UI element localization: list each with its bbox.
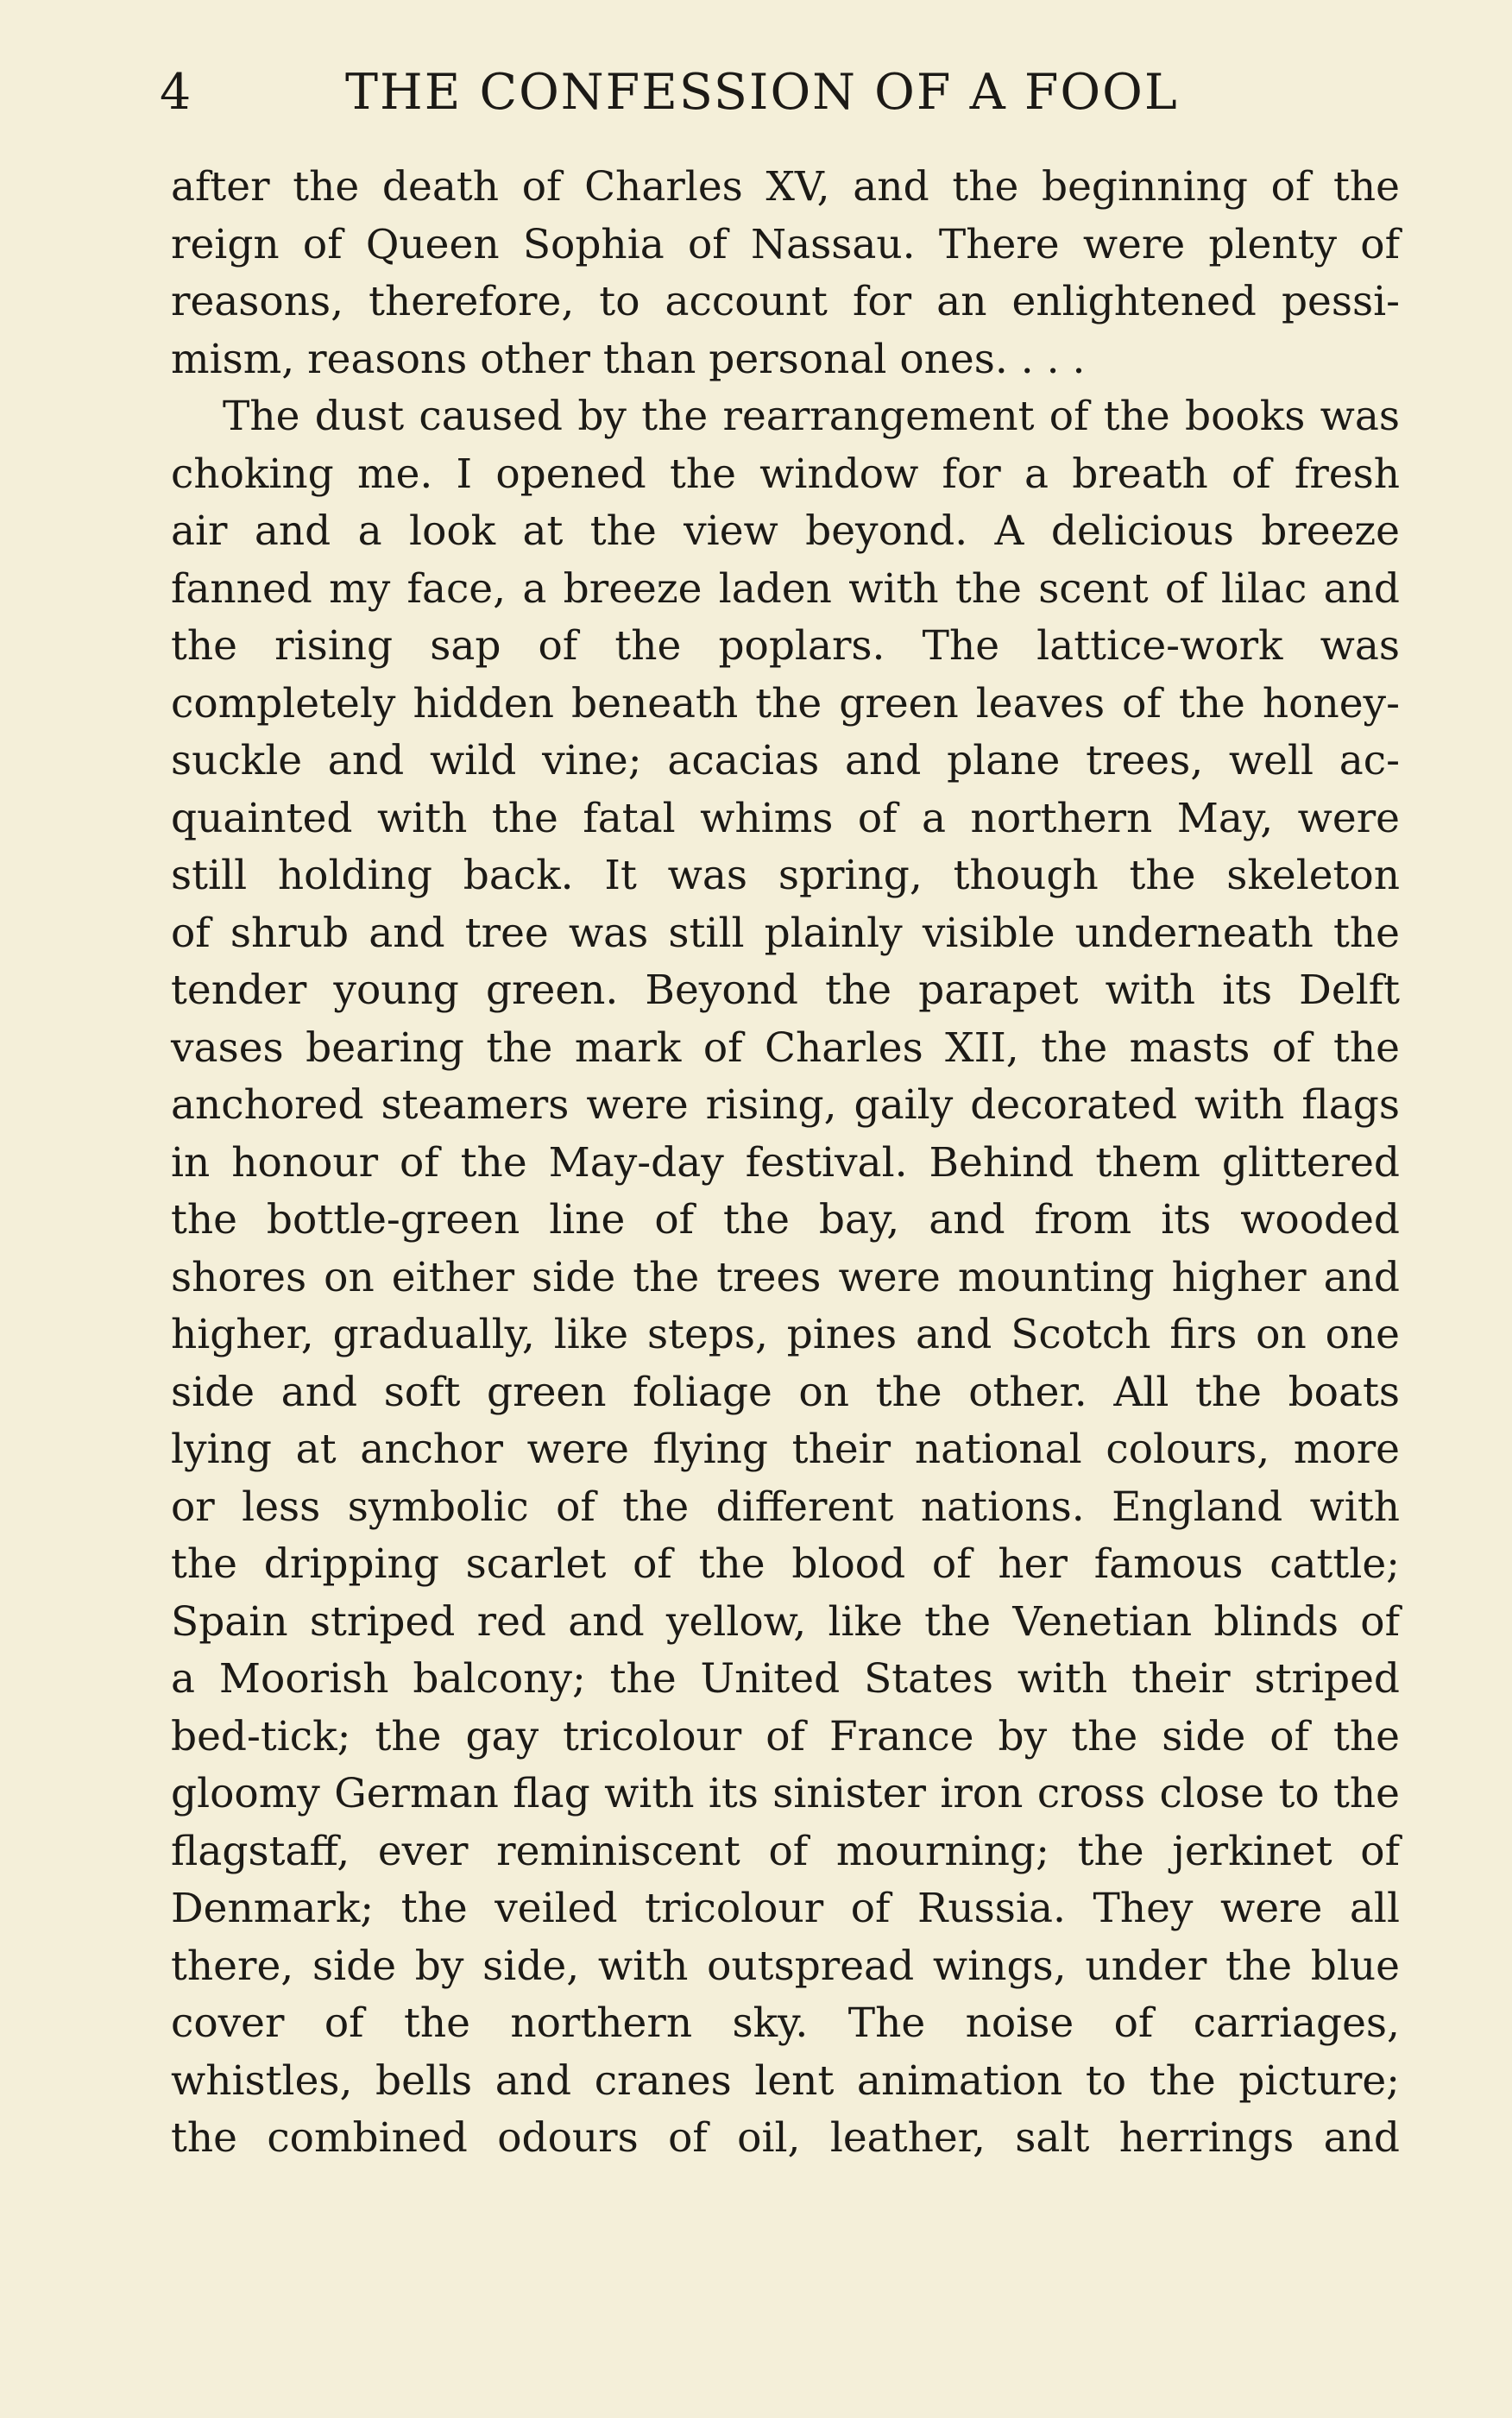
text-line: bed-tick; the gay tricolour of France by the side of the	[171, 1712, 1400, 1760]
text-line: anchored steamers were rising, gaily decorated with flags	[171, 1081, 1400, 1129]
text-line: Denmark; the veiled tricolour of Russia. They were all	[171, 1885, 1400, 1932]
text-line: side and soft green foliage on the other. All the boats	[171, 1368, 1400, 1416]
text-line: shores on either side the trees were mounting higher and	[171, 1253, 1400, 1301]
text-line: higher, gradually, like steps, pines and Scotch firs on one	[171, 1311, 1400, 1358]
running-head	[160, 62, 1402, 123]
running-title: THE CONFESSION OF A FOOL	[345, 64, 1179, 121]
text-line: the bottle-green line of the bay, and from its wooded	[171, 1196, 1400, 1244]
text-line: air and a look at the view beyond. A delicious breeze	[171, 507, 1400, 555]
text-line: or less symbolic of the different nations. England with	[171, 1483, 1400, 1531]
text-line: fanned my face, a breeze laden with the scent of lilac and	[171, 564, 1400, 613]
text-line: of shrub and tree was still plainly visible underneath the	[171, 909, 1400, 957]
text-line: there, side by side, with outspread wings, under the blue	[171, 1942, 1400, 1990]
body-text	[171, 159, 1400, 2168]
text-line: tender young green. Beyond the parapet with its Delft	[171, 967, 1400, 1014]
text-line: whistles, bells and cranes lent animation to the picture;	[171, 2056, 1400, 2105]
text-line: The dust caused by the rearrangement of the books was	[223, 393, 1400, 440]
text-line: lying at anchor were flying their national colours, more	[171, 1426, 1400, 1473]
text-line: choking me. I opened the window for a breath of fresh	[171, 450, 1400, 498]
text-line: after the death of Charles XV, and the beginning of the	[171, 163, 1400, 211]
text-line: reign of Queen Sophia of Nassau. There were plenty of	[171, 220, 1400, 268]
text-line: the combined odours of oil, leather, salt herrings and	[171, 2114, 1400, 2162]
text-line: still holding back. It was spring, though the skeleton	[171, 852, 1400, 899]
text-line: suckle and wild vine; acacias and plane trees, well ac-	[171, 737, 1400, 784]
text-line: vases bearing the mark of Charles XII, the masts of the	[171, 1023, 1400, 1072]
page-number: 4	[160, 64, 192, 121]
text-line: the dripping scarlet of the blood of her famous cattle;	[171, 1540, 1400, 1588]
text-line: gloomy German flag with its sinister iron cross close to the	[171, 1770, 1400, 1817]
text-line: mism, reasons other than personal ones. . . .	[171, 335, 1086, 383]
text-line: flagstaff, ever reminiscent of mourning; the jerkinet of	[171, 1827, 1400, 1875]
text-line: reasons, therefore, to account for an enlightened pessi-	[171, 278, 1400, 325]
text-line: completely hidden beneath the green leaves of the honey-	[171, 679, 1400, 727]
text-line: Spain striped red and yellow, like the Venetian blinds of	[171, 1597, 1400, 1646]
text-line: the rising sap of the poplars. The lattice-work was	[171, 622, 1400, 670]
text-line: cover of the northern sky. The noise of carriages,	[171, 1999, 1400, 2047]
text-line: in honour of the May-day festival. Behind them glittered	[171, 1138, 1400, 1187]
text-line: quainted with the fatal whims of a northern May, were	[171, 794, 1400, 842]
text-line: a Moorish balcony; the United States with their striped	[171, 1655, 1400, 1703]
